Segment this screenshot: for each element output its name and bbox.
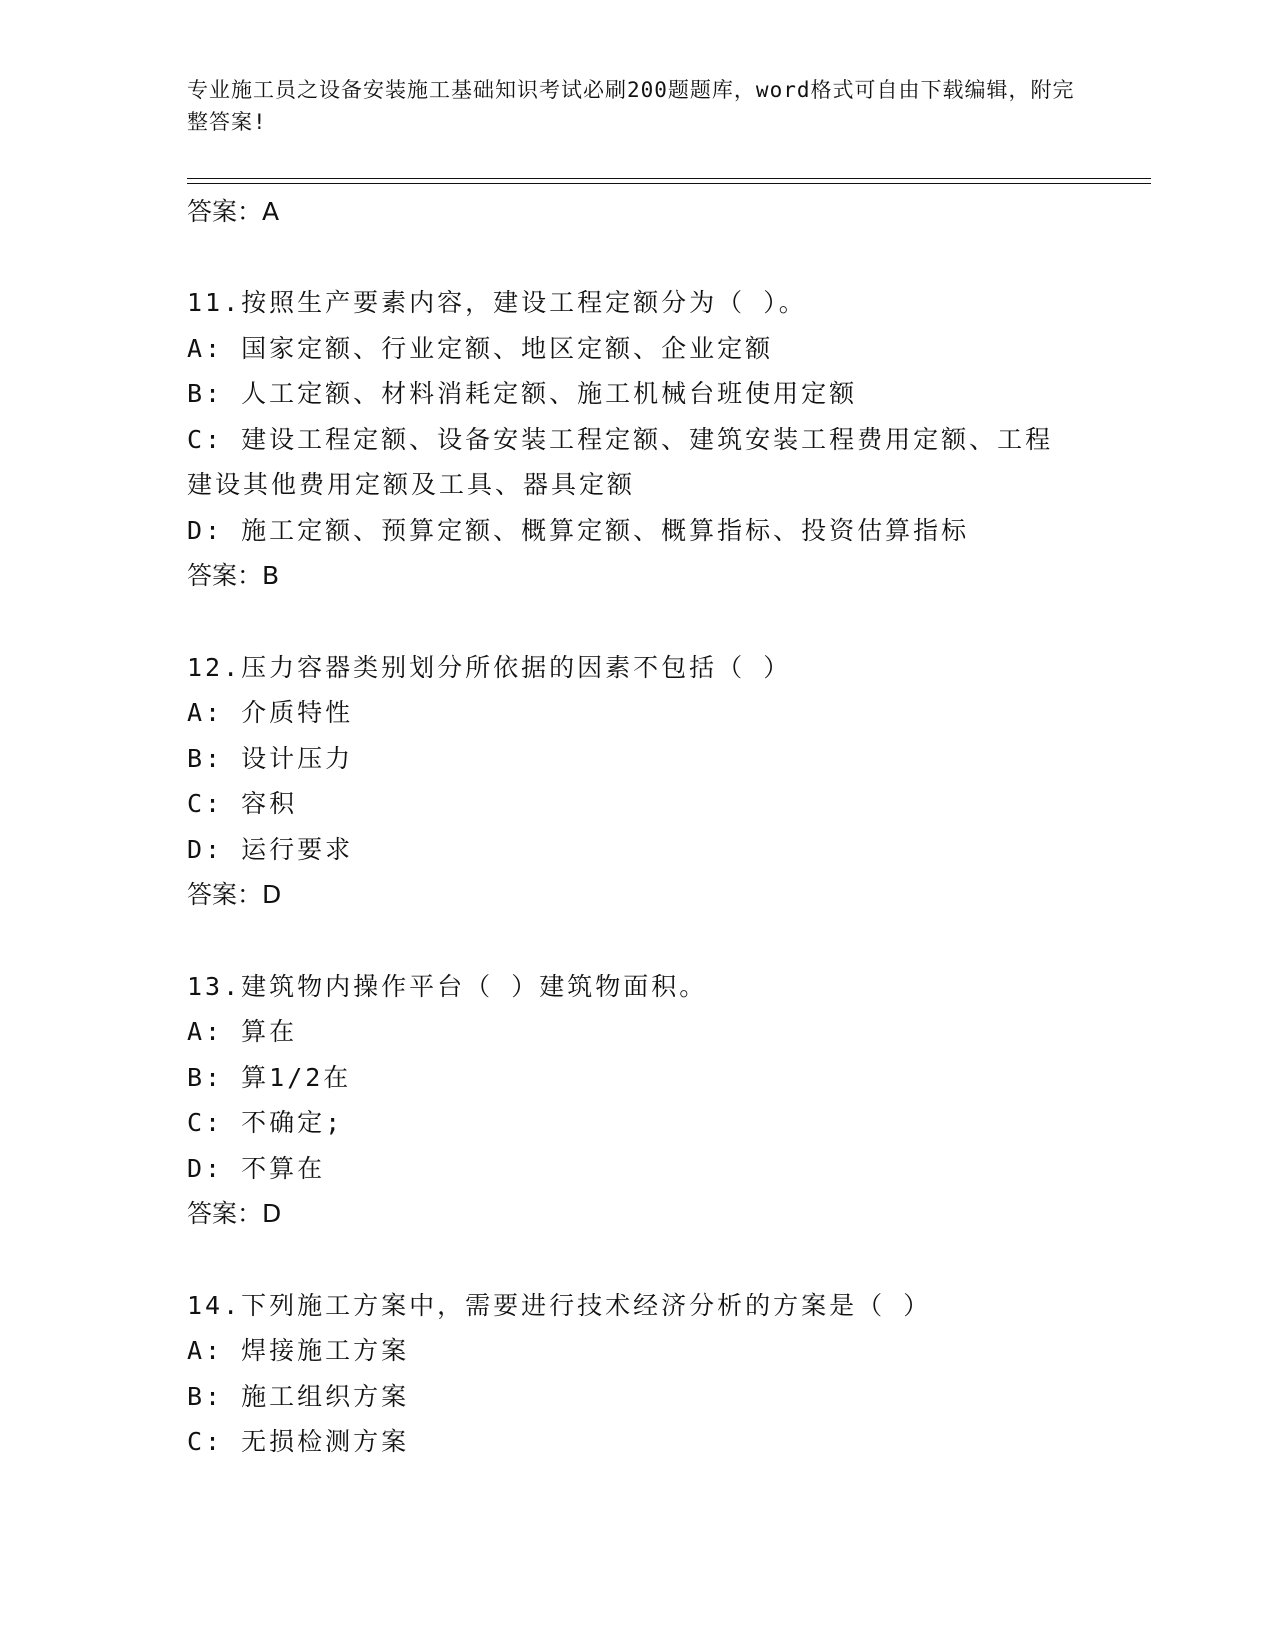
question-stem: 11.按照生产要素内容，建设工程定额分为（ ）。 <box>187 288 807 317</box>
answer-label: 答案：D <box>187 1199 282 1228</box>
answer-label: 答案：A <box>187 197 280 226</box>
answer-label: 答案：B <box>187 561 280 590</box>
question-13 <box>187 964 1087 1237</box>
option-a: A: 介质特性 <box>187 698 354 727</box>
option-c: C: 容积 <box>187 789 298 818</box>
question-11 <box>187 280 1087 599</box>
option-a: A: 焊接施工方案 <box>187 1336 410 1365</box>
option-a: A: 国家定额、行业定额、地区定额、企业定额 <box>187 333 774 363</box>
header-divider-line-secondary <box>187 183 1151 184</box>
header-divider-line <box>187 178 1151 179</box>
option-b: B: 施工组织方案 <box>187 1381 410 1411</box>
question-14 <box>187 1283 1087 1465</box>
option-c: C: 建设工程定额、设备安装工程定额、建筑安装工程费用定额、工程建设其他费用定额及工具、器具定额 <box>187 424 1054 499</box>
option-b: B: 算1/2在 <box>187 1062 352 1092</box>
option-d: D: 不算在 <box>187 1153 326 1183</box>
document-header: 专业施工员之设备安装施工基础知识考试必刷200题题库，word格式可自由下载编辑，附完整答案! <box>187 78 1075 134</box>
question-stem: 12.压力容器类别划分所依据的因素不包括（ ） <box>187 652 792 682</box>
question-12 <box>187 645 1087 918</box>
option-a: A: 算在 <box>187 1017 298 1046</box>
option-d: D: 施工定额、预算定额、概算定额、概算指标、投资估算指标 <box>187 515 970 545</box>
option-c: C: 不确定; <box>187 1108 344 1137</box>
question-stem: 14.下列施工方案中，需要进行技术经济分析的方案是（ ） <box>187 1290 932 1320</box>
option-c: C: 无损检测方案 <box>187 1427 410 1456</box>
option-b: B: 人工定额、材料消耗定额、施工机械台班使用定额 <box>187 379 858 408</box>
option-b: B: 设计压力 <box>187 743 354 773</box>
question-list <box>187 280 1087 1511</box>
question-stem: 13.建筑物内操作平台（ ）建筑物面积。 <box>187 971 708 1001</box>
option-d: D: 运行要求 <box>187 834 354 864</box>
answer-label: 答案：D <box>187 880 282 909</box>
